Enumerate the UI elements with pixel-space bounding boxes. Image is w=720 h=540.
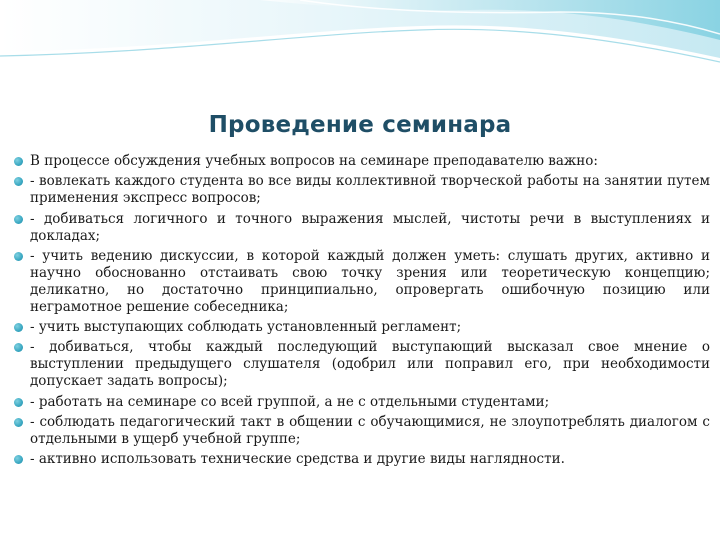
bullet-icon bbox=[14, 398, 23, 407]
list-item: - учить ведению дискуссии, в которой каждый должен уметь: слушать других, активно и научно обоснованно отстаивать свою точку зрения или теоретическую концепцию; деликатно, но достаточно принципиально, опровергать ошибочную позицию или неграмотное решение собеседника; bbox=[14, 248, 710, 316]
bullet-icon bbox=[14, 252, 23, 261]
bullet-icon bbox=[14, 323, 23, 332]
bullet-icon bbox=[14, 343, 23, 352]
bullet-icon bbox=[14, 215, 23, 224]
list-item: В процессе обсуждения учебных вопросов на семинаре преподавателю важно: bbox=[14, 153, 710, 170]
list-item: - добиваться логичного и точного выражения мыслей, чистоты речи в выступлениях и докладах; bbox=[14, 211, 710, 245]
list-item: - учить выступающих соблюдать установленный регламент; bbox=[14, 319, 710, 336]
bullet-icon bbox=[14, 157, 23, 166]
list-item: - добиваться, чтобы каждый последующий выступающий высказал свое мнение о выступлении предыдущего слушателя (одобрил или поправил его, при необходимости допускает задать вопросы); bbox=[14, 339, 710, 390]
list-item: - работать на семинаре со всей группой, а не с отдельными студентами; bbox=[14, 394, 710, 411]
list-item: - активно использовать технические средства и другие виды наглядности. bbox=[14, 451, 710, 468]
list-item: - соблюдать педагогический такт в общении с обучающимися, не злоупотреблять диалогом с отдельными в ущерб учебной группе; bbox=[14, 414, 710, 448]
bullet-list bbox=[14, 153, 710, 472]
bullet-icon bbox=[14, 455, 23, 464]
decorative-waves bbox=[0, 0, 720, 120]
list-item: - вовлекать каждого студента во все виды коллективной творческой работы на занятии путем применения экспресс вопросов; bbox=[14, 173, 710, 207]
slide-title: Проведение семинара bbox=[208, 112, 512, 138]
bullet-icon bbox=[14, 418, 23, 427]
bullet-icon bbox=[14, 177, 23, 186]
